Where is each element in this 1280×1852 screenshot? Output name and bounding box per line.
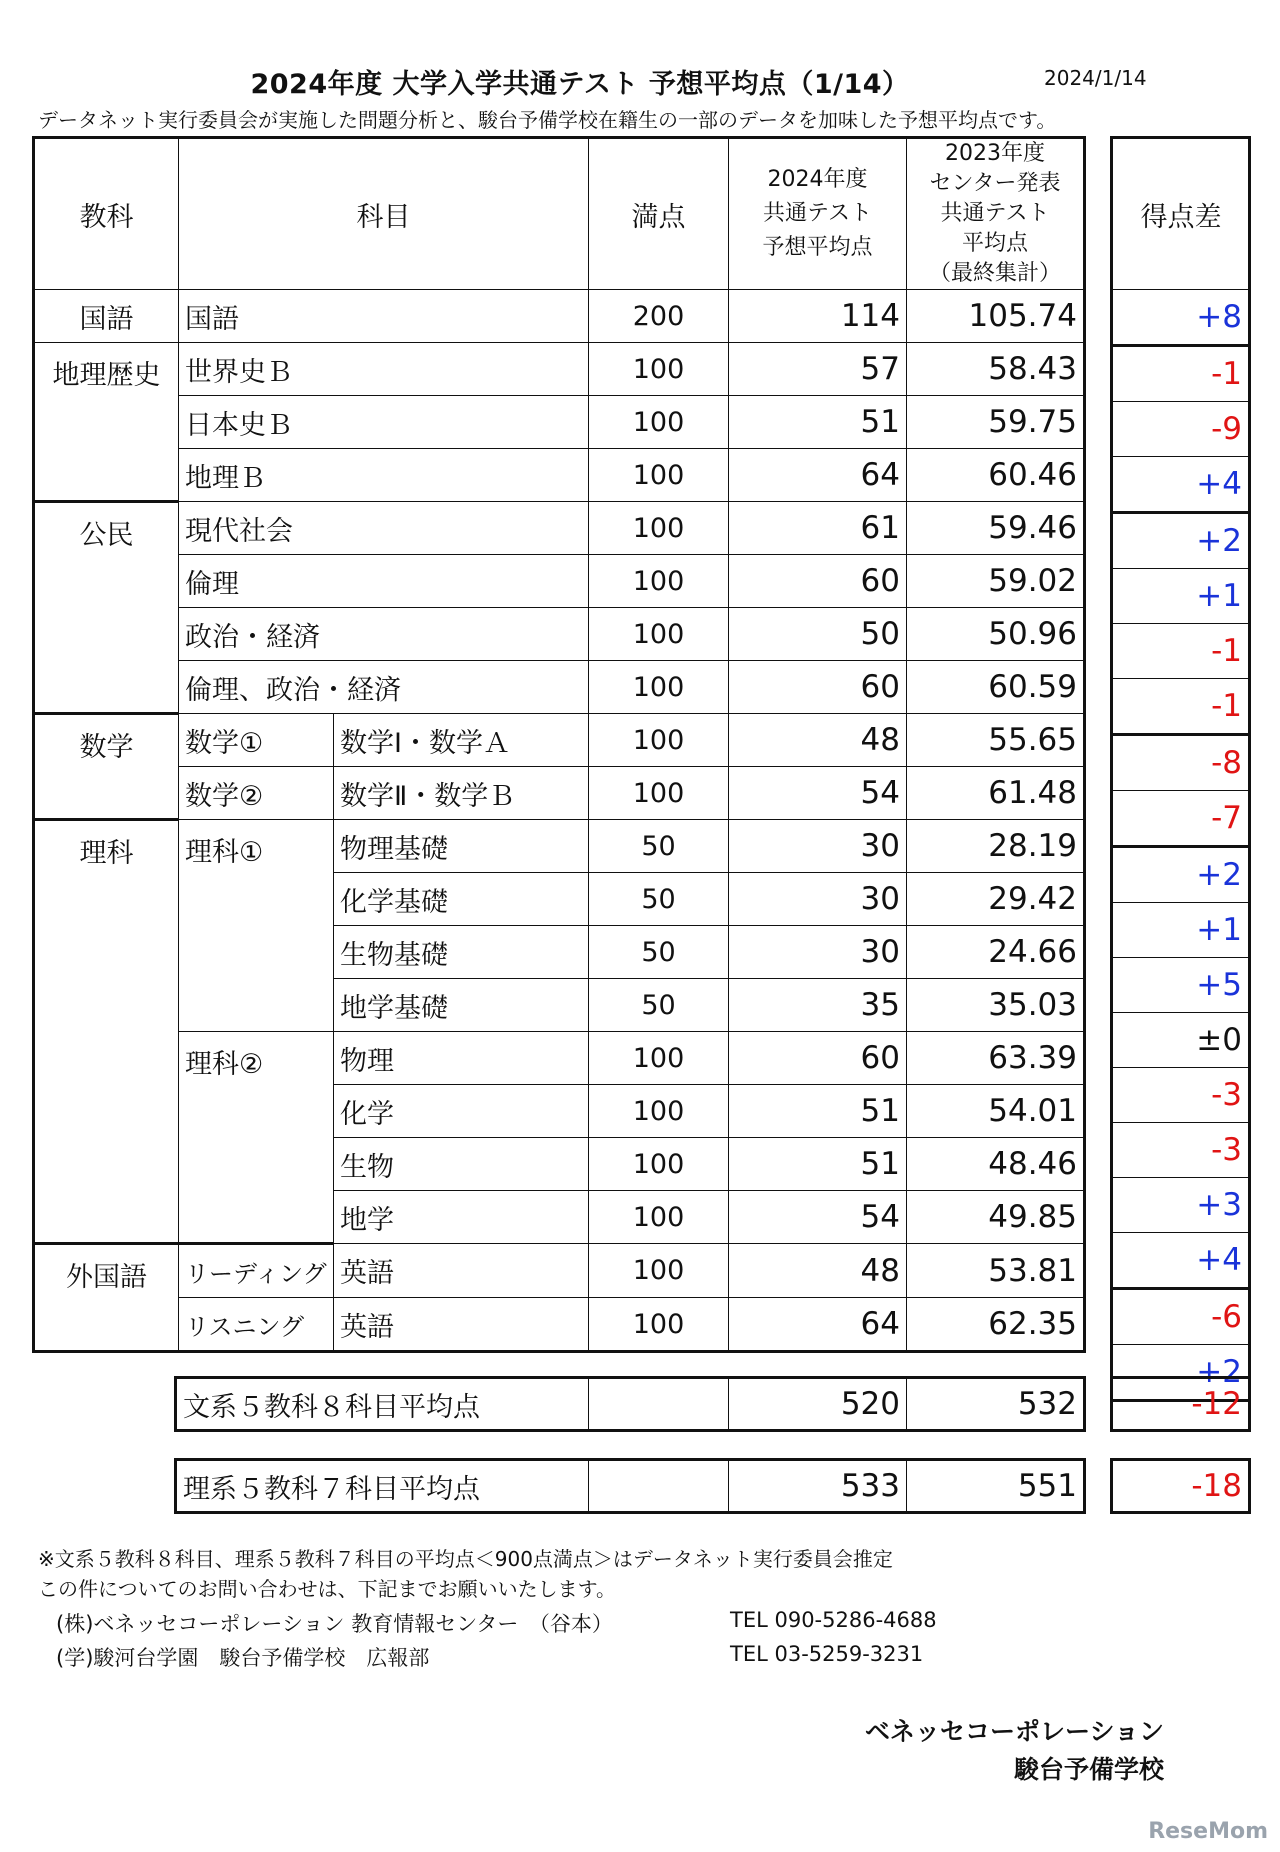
subject-name: 英語 [334, 1298, 589, 1352]
score-difference: ±0 [1112, 1013, 1250, 1068]
max-score: 100 [589, 661, 729, 714]
estimated-average: 64 [729, 1298, 907, 1352]
subject-name: 化学基礎 [334, 873, 589, 926]
table-row [34, 1032, 1085, 1085]
summary-estimated: 520 [729, 1378, 907, 1431]
score-difference: -9 [1112, 402, 1250, 457]
previous-average: 24.66 [907, 926, 1085, 979]
score-difference: +4 [1112, 457, 1250, 513]
table-row [34, 396, 1085, 449]
previous-average: 53.81 [907, 1244, 1085, 1298]
subject-name: 英語 [334, 1244, 589, 1298]
previous-average: 62.35 [907, 1298, 1085, 1352]
score-difference: -1 [1112, 624, 1250, 679]
score-difference: +8 [1112, 290, 1250, 346]
previous-average: 63.39 [907, 1032, 1085, 1085]
score-difference: -7 [1112, 791, 1250, 847]
estimated-average: 48 [729, 1244, 907, 1298]
max-score: 100 [589, 449, 729, 502]
subgroup-label: 数学① [179, 714, 334, 767]
watermark-logo: ReseMom [1148, 1819, 1268, 1844]
max-score: 100 [589, 343, 729, 396]
bunkei-summary-table [174, 1376, 1086, 1432]
previous-average: 54.01 [907, 1085, 1085, 1138]
estimated-average: 50 [729, 608, 907, 661]
score-difference: +2 [1112, 1345, 1250, 1401]
table-row [34, 343, 1085, 396]
estimated-average: 60 [729, 555, 907, 608]
subgroup-label: 理科② [179, 1032, 334, 1244]
previous-average: 29.42 [907, 873, 1085, 926]
subject-name: 数学Ⅱ・数学Ｂ [334, 767, 589, 820]
summary-previous: 532 [907, 1378, 1085, 1431]
table-row [34, 1244, 1085, 1298]
score-difference: +1 [1112, 569, 1250, 624]
score-difference: +3 [1112, 1178, 1250, 1233]
previous-average: 59.02 [907, 555, 1085, 608]
group-label: 外国語 [34, 1244, 179, 1352]
table-row [34, 767, 1085, 820]
subject-name: 日本史Ｂ [179, 396, 589, 449]
previous-average: 49.85 [907, 1191, 1085, 1244]
footnote: この件についてのお問い合わせは、下記までお願いいたします。 [38, 1577, 616, 1601]
score-difference: +2 [1112, 847, 1250, 903]
estimated-average: 61 [729, 502, 907, 555]
summary-difference: -18 [1191, 1468, 1242, 1504]
summary-row [176, 1378, 1085, 1431]
header-row [34, 138, 1085, 290]
page-subtitle: データネット実行委員会が実施した問題分析と、駿台予備学校在籍生の一部のデータを加味した予想平均点です。 [38, 108, 1057, 132]
table-row [34, 661, 1085, 714]
max-score: 100 [589, 555, 729, 608]
header-kyoka: 教科 [34, 138, 179, 290]
max-score: 100 [589, 396, 729, 449]
subject-name: 地学基礎 [334, 979, 589, 1032]
footnote: ※文系５教科８科目、理系５教科７科目の平均点＜900点満点＞はデータネット実行委員会推定 [38, 1547, 893, 1571]
table-row [34, 555, 1085, 608]
contact-name: (学)駿河台学園 駿台予備学校 広報部 [56, 1646, 430, 1670]
previous-average: 58.43 [907, 343, 1085, 396]
table-row [34, 290, 1085, 343]
estimated-average: 48 [729, 714, 907, 767]
subject-name: 数学Ⅰ・数学Ａ [334, 714, 589, 767]
max-score: 100 [589, 502, 729, 555]
estimated-average: 60 [729, 1032, 907, 1085]
subject-name: 倫理 [179, 555, 589, 608]
page-title: 2024年度 大学入学共通テスト 予想平均点（1/14） [250, 69, 910, 100]
table-row [34, 1298, 1085, 1352]
header-kamoku: 科目 [179, 138, 589, 290]
subject-name: 政治・経済 [179, 608, 589, 661]
previous-average: 50.96 [907, 608, 1085, 661]
group-label: 地理歴史 [34, 343, 179, 502]
score-difference-table [1110, 136, 1251, 1402]
estimated-average: 60 [729, 661, 907, 714]
subgroup-label: 理科① [179, 820, 334, 1032]
score-difference: -1 [1112, 346, 1250, 402]
max-score: 100 [589, 714, 729, 767]
subgroup-label: リスニング [179, 1298, 334, 1352]
subject-name: 化学 [334, 1085, 589, 1138]
previous-average: 59.46 [907, 502, 1085, 555]
score-difference: -8 [1112, 735, 1250, 791]
header-diff: 得点差 [1112, 138, 1250, 290]
estimated-average: 114 [729, 290, 907, 343]
estimated-average: 30 [729, 820, 907, 873]
estimated-average: 54 [729, 767, 907, 820]
summary-empty-cell [589, 1378, 729, 1431]
footnotes [38, 1544, 893, 1604]
previous-average: 35.03 [907, 979, 1085, 1032]
organization-name: ベネッセコーポレーション [864, 1717, 1164, 1746]
score-difference: -1 [1112, 679, 1250, 735]
previous-average: 28.19 [907, 820, 1085, 873]
max-score: 200 [589, 290, 729, 343]
score-difference: +1 [1112, 903, 1250, 958]
contact-tel: TEL 03-5259-3231 [730, 1642, 924, 1666]
estimated-average: 54 [729, 1191, 907, 1244]
max-score: 50 [589, 820, 729, 873]
header-yoso-line: 予想平均点 [762, 235, 873, 260]
group-label: 公民 [34, 502, 179, 714]
header-yoso [729, 138, 907, 290]
max-score: 50 [589, 979, 729, 1032]
previous-average: 61.48 [907, 767, 1085, 820]
previous-average: 105.74 [907, 290, 1085, 343]
max-score: 50 [589, 873, 729, 926]
summary-row [176, 1460, 1085, 1513]
score-difference: +5 [1112, 958, 1250, 1013]
score-difference: +2 [1112, 513, 1250, 569]
estimated-average: 30 [729, 926, 907, 979]
rikei-summary-table [174, 1458, 1086, 1514]
estimated-average: 64 [729, 449, 907, 502]
table-row [34, 714, 1085, 767]
rikei-summary-diff [1110, 1458, 1251, 1514]
score-difference: -6 [1112, 1289, 1250, 1345]
previous-average: 60.46 [907, 449, 1085, 502]
subject-name: 生物 [334, 1138, 589, 1191]
issue-date: 2024/1/14 [1044, 66, 1147, 90]
table-row [34, 502, 1085, 555]
score-difference: +4 [1112, 1233, 1250, 1289]
max-score: 100 [589, 1032, 729, 1085]
table-row [34, 449, 1085, 502]
max-score: 100 [589, 1244, 729, 1298]
contact-name: (株)ベネッセコーポレーション 教育情報センター （谷本） [56, 1612, 613, 1636]
subject-name: 現代社会 [179, 502, 589, 555]
subject-name: 地理Ｂ [179, 449, 589, 502]
subject-name: 地学 [334, 1191, 589, 1244]
subject-name: 倫理、政治・経済 [179, 661, 589, 714]
header-center-line: （最終集計） [928, 261, 1061, 286]
previous-average: 55.65 [907, 714, 1085, 767]
table-row [34, 608, 1085, 661]
subject-name: 世界史Ｂ [179, 343, 589, 396]
max-score: 100 [589, 1191, 729, 1244]
header-center-line: 平均点 [961, 231, 1028, 256]
organization-name: 駿台予備学校 [1013, 1755, 1164, 1784]
summary-previous: 551 [907, 1460, 1085, 1513]
subgroup-label: リーディング [179, 1244, 334, 1298]
group-label: 国語 [34, 290, 179, 343]
score-difference: -3 [1112, 1068, 1250, 1123]
estimated-average: 51 [729, 1085, 907, 1138]
score-difference: -3 [1112, 1123, 1250, 1178]
estimated-average: 57 [729, 343, 907, 396]
header-center [907, 138, 1085, 290]
previous-average: 59.75 [907, 396, 1085, 449]
header-center-line: センター発表 [929, 171, 1061, 196]
header-yoso-line: 2024年度 [767, 167, 868, 192]
previous-average: 48.46 [907, 1138, 1085, 1191]
estimated-average: 35 [729, 979, 907, 1032]
table-row [34, 820, 1085, 873]
summary-label: 文系５教科８科目平均点 [176, 1378, 589, 1431]
subject-name: 国語 [179, 290, 589, 343]
group-label: 理科 [34, 820, 179, 1244]
summary-difference: -12 [1191, 1386, 1242, 1422]
score-table [32, 136, 1086, 1353]
bunkei-summary-diff [1110, 1376, 1251, 1432]
summary-estimated: 533 [729, 1460, 907, 1513]
contact-tel: TEL 090-5286-4688 [730, 1608, 937, 1632]
max-score: 100 [589, 608, 729, 661]
group-label: 数学 [34, 714, 179, 820]
max-score: 100 [589, 767, 729, 820]
header-center-line: 共通テスト [940, 201, 1050, 226]
subject-name: 物理 [334, 1032, 589, 1085]
subgroup-label: 数学② [179, 767, 334, 820]
max-score: 50 [589, 926, 729, 979]
header-yoso-line: 共通テスト [762, 201, 873, 226]
estimated-average: 51 [729, 396, 907, 449]
max-score: 100 [589, 1138, 729, 1191]
estimated-average: 51 [729, 1138, 907, 1191]
estimated-average: 30 [729, 873, 907, 926]
header-manten: 満点 [589, 138, 729, 290]
subject-name: 物理基礎 [334, 820, 589, 873]
summary-empty-cell [589, 1460, 729, 1513]
header-center-line: 2023年度 [945, 141, 1045, 166]
subject-name: 生物基礎 [334, 926, 589, 979]
max-score: 100 [589, 1298, 729, 1352]
max-score: 100 [589, 1085, 729, 1138]
summary-label: 理系５教科７科目平均点 [176, 1460, 589, 1513]
previous-average: 60.59 [907, 661, 1085, 714]
